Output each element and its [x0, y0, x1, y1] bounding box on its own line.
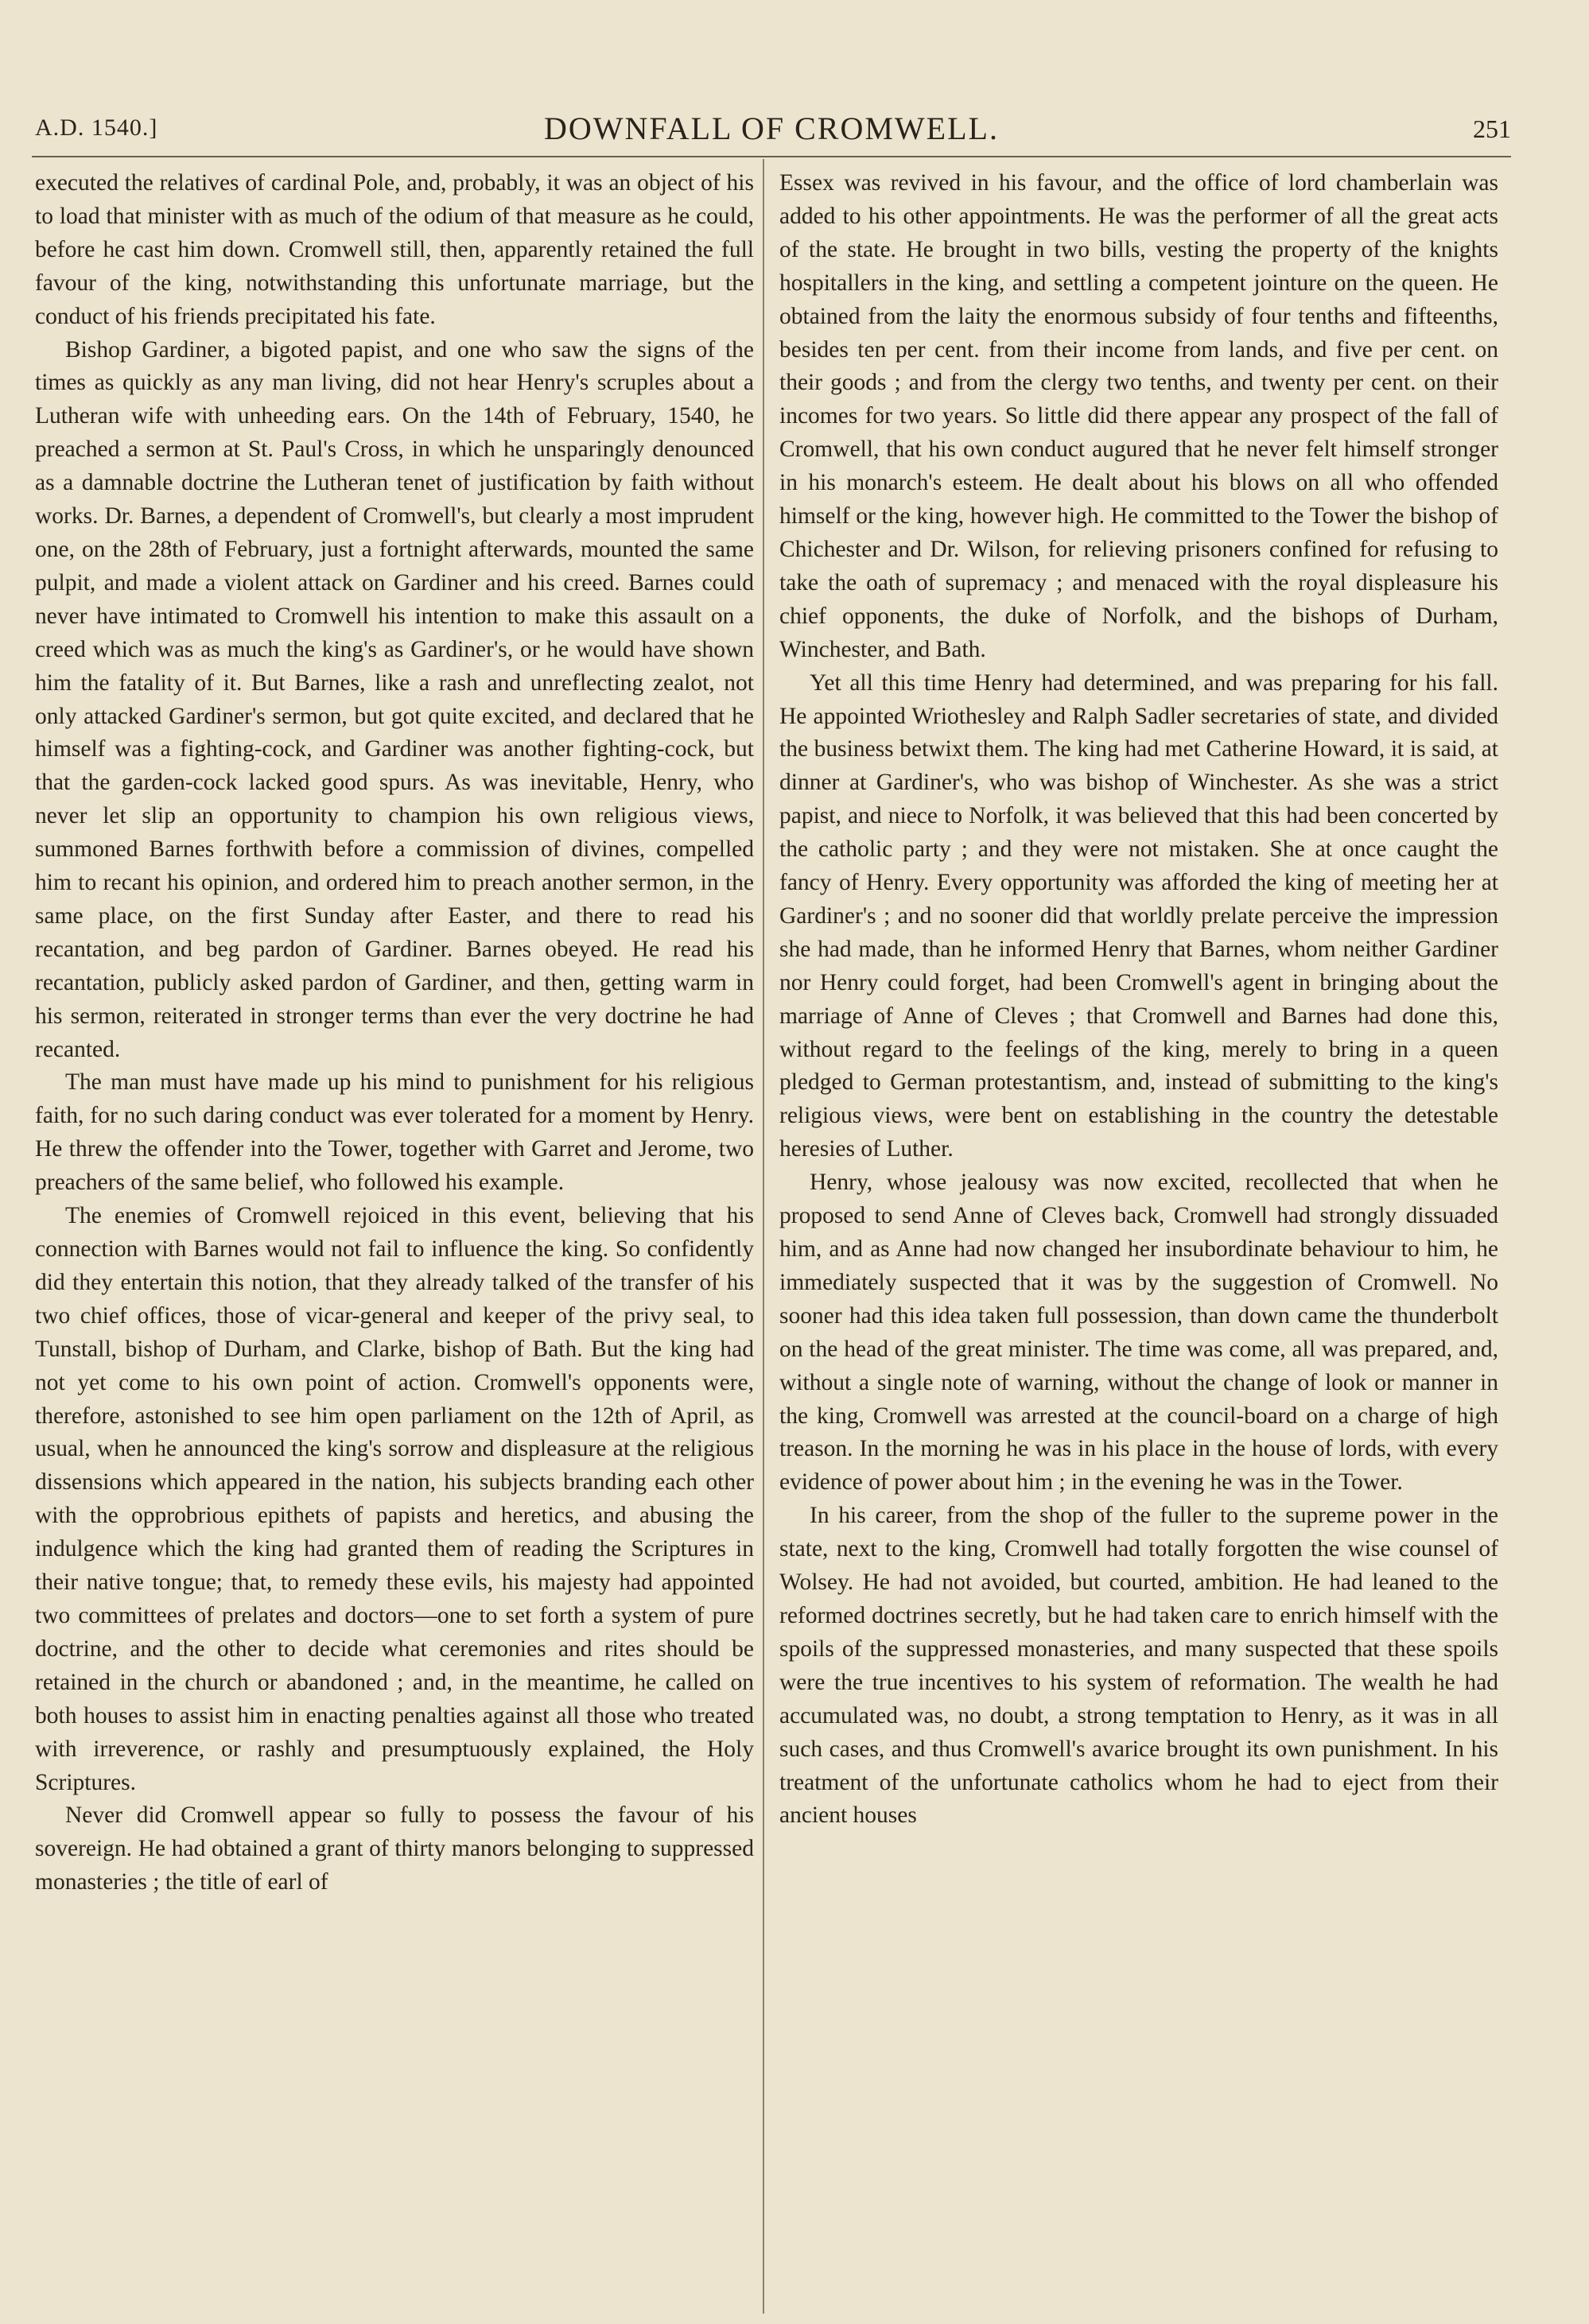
- paragraph: The man must have made up his mind to punishment for his religious faith, for no such daring conduct was ever tolerated for a moment by Henry. He threw the offender into the Tower, together with Garret and Jerome, two preachers of the same belief, who followed his example.: [35, 1069, 754, 1196]
- column-divider: [763, 159, 764, 2314]
- page-number: 251: [1473, 114, 1511, 143]
- paragraph: Bishop Gardiner, a bigoted papist, and one who saw the signs of the times as quickly as any man living, did not hear Henry's scruples about a Lutheran wife with unheeding ears. On the 14th of February, 1540, he preached a sermon at St. Paul's Cross, in which he unsparingly denounced as a damnable doctrine the Lutheran tenet of justification by faith without works. Dr. Barnes, a dependent of Cromwell's, but clearly a most imprudent one, on the 28th of February, just a fortnight afterwards, mounted the same pulpit, and made a violent attack on Gardiner and his creed. Barnes could never have intimated to Cromwell his intention to make this assault on a creed which was as much the king's as Gardiner's, or he would have shown him the fatality of it. But Barnes, like a rash and unreflecting zealot, not only attacked Gardiner's sermon, but got quite excited, and declared that he himself was a fighting-cock, and Gardiner was another fighting-cock, but that the garden-cock lacked good spurs. As was inevitable, Henry, who never let slip an opportunity to champion his own religious views, summoned Barnes forthwith before a commission of divines, compelled him to recant his opinion, and ordered him to preach another sermon, in the same place, on the first Sunday after Easter, and there to read his recantation, and beg pardon of Gardiner. Barnes obeyed. He read his recantation, publicly asked pardon of Gardiner, and then, getting warm in his sermon, reiterated in stronger terms than ever the very doctrine he had recanted.: [35, 336, 754, 1062]
- paragraph: Henry, whose jealousy was now excited, recollected that when he proposed to send Anne of Cleves back, Cromwell had strongly dissuaded him, and as Anne had now changed her insubordinate behaviour to him, he immediately suspected that it was by the suggestion of Cromwell. No sooner had this idea taken full possession, than down came the thunderbolt on the head of the great minister. The time was come, all was prepared, and, without a single note of warning, without the change of look or manner in the king, Cromwell was arrested at the council-board on a charge of high treason. In the morning he was in his place in the house of lords, with every evidence of power about him ; in the evening he was in the Tower.: [779, 1170, 1498, 1496]
- header-rule: [32, 156, 1511, 157]
- paragraph: Essex was revived in his favour, and the office of lord chamberlain was added to his other appointments. He was the performer of all the great acts of the state. He brought in two bills, vesting the property of the knights hospitallers in the king, and settling a competent jointure on the queen. He obtained from the laity the enormous subsidy of four tenths and fifteenths, besides ten per cent. from their income from lands, and five per cent. on their goods ; and from the clergy two tenths, and twenty per cent. on their incomes for two years. So little did there appear any prospect of the fall of Cromwell, that his own conduct augured that he never felt himself stronger in his monarch's esteem. He dealt about his blows on all who offended himself or the king, however high. He committed to the Tower the bishop of Chichester and Dr. Wilson, for relieving prisoners confined for refusing to take the oath of supremacy ; and menaced with the royal displeasure his chief opponents, the duke of Norfolk, and the bishops of Durham, Winchester, and Bath.: [779, 170, 1498, 662]
- paragraph: Never did Cromwell appear so fully to possess the favour of his sovereign. He had obtained a grant of thirty manors belonging to suppressed monasteries ; the title of earl of: [35, 1802, 754, 1895]
- paragraph: executed the relatives of cardinal Pole, and, probably, it was an object of his to load that minister with as much of the odium of that measure as he could, before he cast him down. Cromwell still, then, apparently retained the full favour of the king, notwithstanding this unfortunate marriage, but the conduct of his friends precipitated his fate.: [35, 170, 754, 329]
- paragraph: The enemies of Cromwell rejoiced in this event, believing that his connection with Barnes would not fail to influence the king. So confidently did they entertain this notion, that they already talked of the transfer of his two chief offices, those of vicar-general and keeper of the privy seal, to Tunstall, bishop of Durham, and Clarke, bishop of Bath. But the king had not yet come to his own point of action. Cromwell's opponents were, therefore, astonished to see him open parliament on the 12th of April, as usual, when he announced the king's sorrow and displeasure at the religious dissensions which appeared in the nation, his subjects branding each other with the opprobrious epithets of papists and heretics, and abusing the indulgence which the king had granted them of reading the Scriptures in their native tongue; that, to remedy these evils, his majesty had appointed two committees of prelates and doctors—one to set forth a system of pure doctrine, and the other to decide what ceremonies and rites should be retained in the church or abandoned ; and, in the meantime, he called on both houses to assist him in enacting penalties against all those who treated with irreverence, or rashly and presumptuously explained, the Holy Scriptures.: [35, 1203, 754, 1795]
- paragraph: In his career, from the shop of the fuller to the supreme power in the state, next to the king, Cromwell had totally forgotten the wise counsel of Wolsey. He had not avoided, but courted, ambition. He had leaned to the reformed doctrines secretly, but he had taken care to enrich himself with the spoils of the suppressed monasteries, and many suspected that these spoils were the true incentives to his system of reformation. The wealth he had accumulated was, no doubt, a strong temptation to Henry, as it was in all such cases, and thus Cromwell's avarice brought its own punishment. In his treatment of the unfortunate catholics whom he had to eject from their ancient houses: [779, 1503, 1498, 1829]
- running-header: [32, 110, 1511, 149]
- right-column: [779, 167, 1498, 2314]
- header-date: A.D. 1540.]: [35, 114, 158, 141]
- paragraph: Yet all this time Henry had determined, and was preparing for his fall. He appointed Wriothesley and Ralph Sadler secretaries of state, and divided the business betwixt them. The king had met Catherine Howard, it is said, at dinner at Gardiner's, who was bishop of Winchester. As she was a strict papist, and niece to Norfolk, it was believed that this had been concerted by the catholic party ; and they were not mistaken. She at once caught the fancy of Henry. Every opportunity was afforded the king of meeting her at Gardiner's ; and no sooner did that worldly prelate perceive the impression she had made, than he informed Henry that Barnes, whom neither Gardiner nor Henry could forget, had been Cromwell's agent in bringing about the marriage of Anne of Cleves ; that Cromwell and Barnes had done this, without regard to the feelings of the king, merely to bring in a queen pledged to German protestantism, and, instead of submitting to the king's religious views, were bent on establishing in the country the detestable heresies of Luther.: [779, 669, 1498, 1162]
- page-title: DOWNFALL OF CROMWELL.: [544, 111, 999, 146]
- left-column: [35, 167, 754, 2314]
